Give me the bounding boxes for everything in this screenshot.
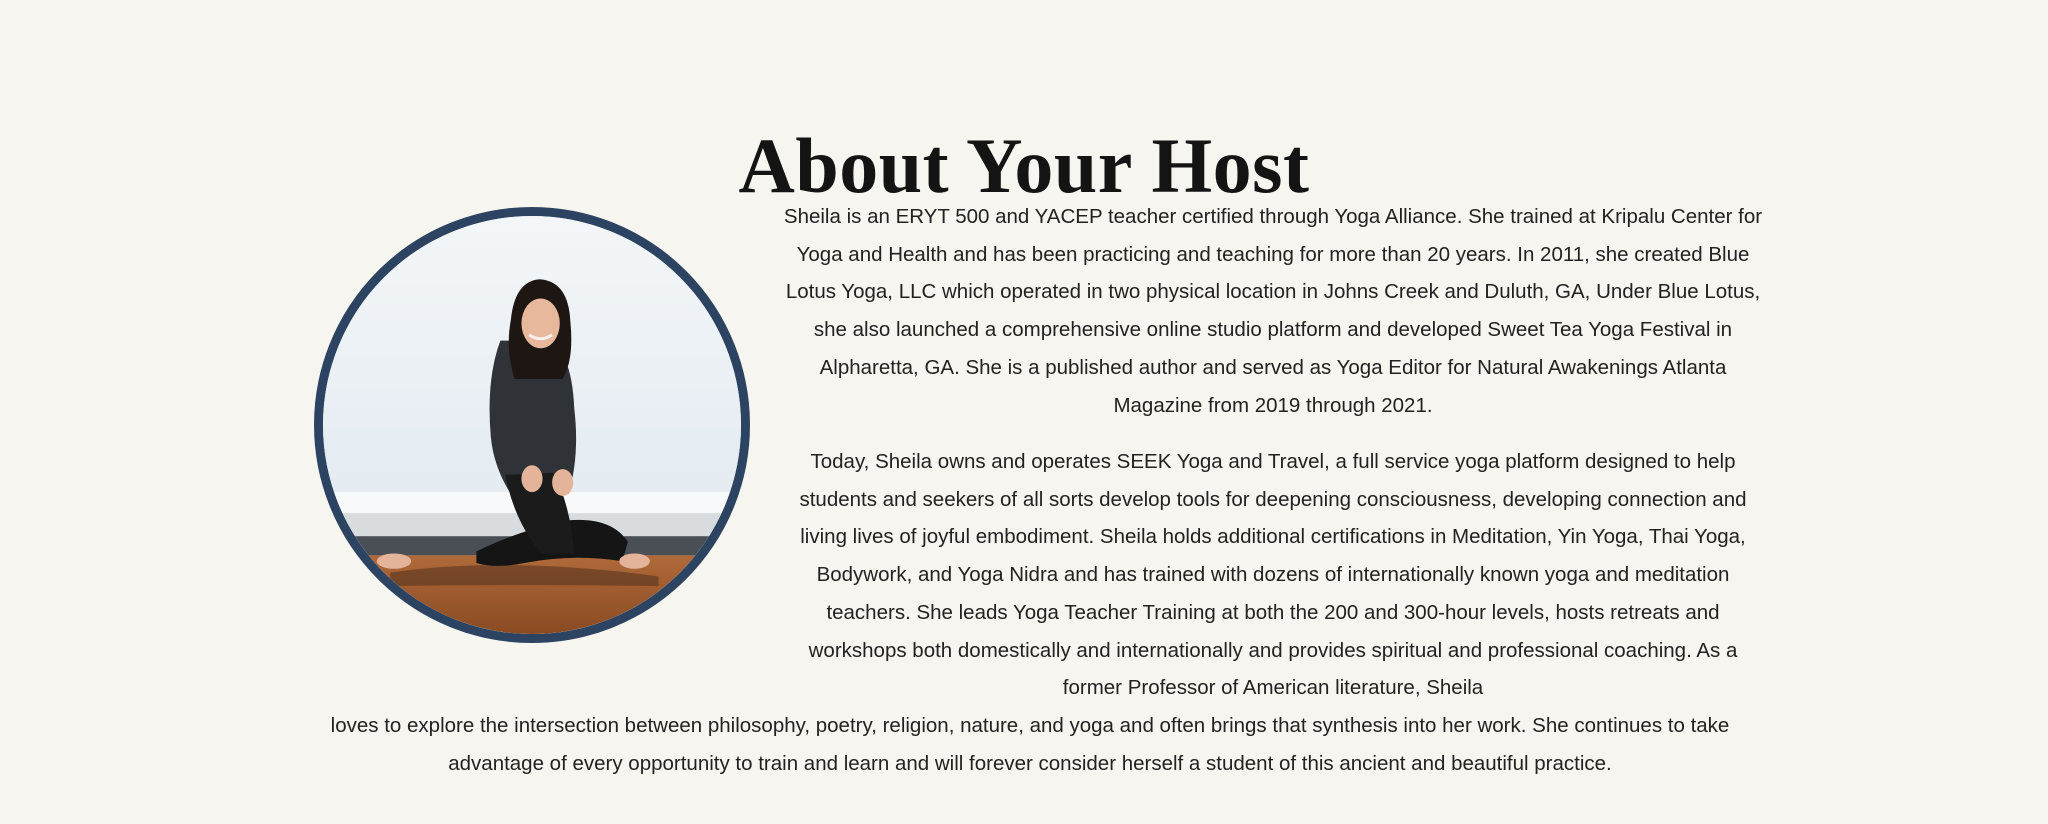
bio-paragraph-continued: loves to explore the intersection between philosophy, poetry, religion, nature, and yoga and often brings that synthesis into her work. She continues to take advantage of every opportunity to train and learn and will forever consider herself a student of this ancient and beautiful practice. — [330, 714, 1730, 775]
bio-paragraph-credentials: Sheila is an ERYT 500 and YACEP teacher certified through Yoga Alliance. She trained at Kripalu Center for Yoga and Health and has been practicing and teaching for more than 20 years. In 2011, she created Blue Lotus Yoga, LLC which operated in two physical location in Johns Creek and Duluth, GA, Under Blue Lotus, she also launched a comprehensive online studio platform and developed Sweet Tea Yoga Festival in Alpharetta, GA. She is a published author and served as Yoga Editor for Natural Awakenings Atlanta Magazine from 2019 through 2021. — [783, 205, 1763, 417]
bio-paragraph-current-work: Today, Sheila owns and operates SEEK Yoga and Travel, a full service yoga platform designed to help students and seekers of all sorts develop tools for deepening consciousness, developing connection and living lives of joyful embodiment. Sheila holds additional certifications in Meditation, Yin Yoga, Thai Yoga, Bodywork, and Yoga Nidra and has trained with dozens of internationally known yoga and meditation teachers. She leads Yoga Teacher Training at both the 200 and 300-hour levels, hosts retreats and workshops both domestically and internationally and provides spiritual and professional coaching. As a former Professor of American literature, Sheila — [799, 450, 1747, 700]
host-photo — [314, 207, 750, 643]
page-title: About Your Host — [738, 122, 1310, 210]
host-portrait-icon — [323, 216, 741, 634]
